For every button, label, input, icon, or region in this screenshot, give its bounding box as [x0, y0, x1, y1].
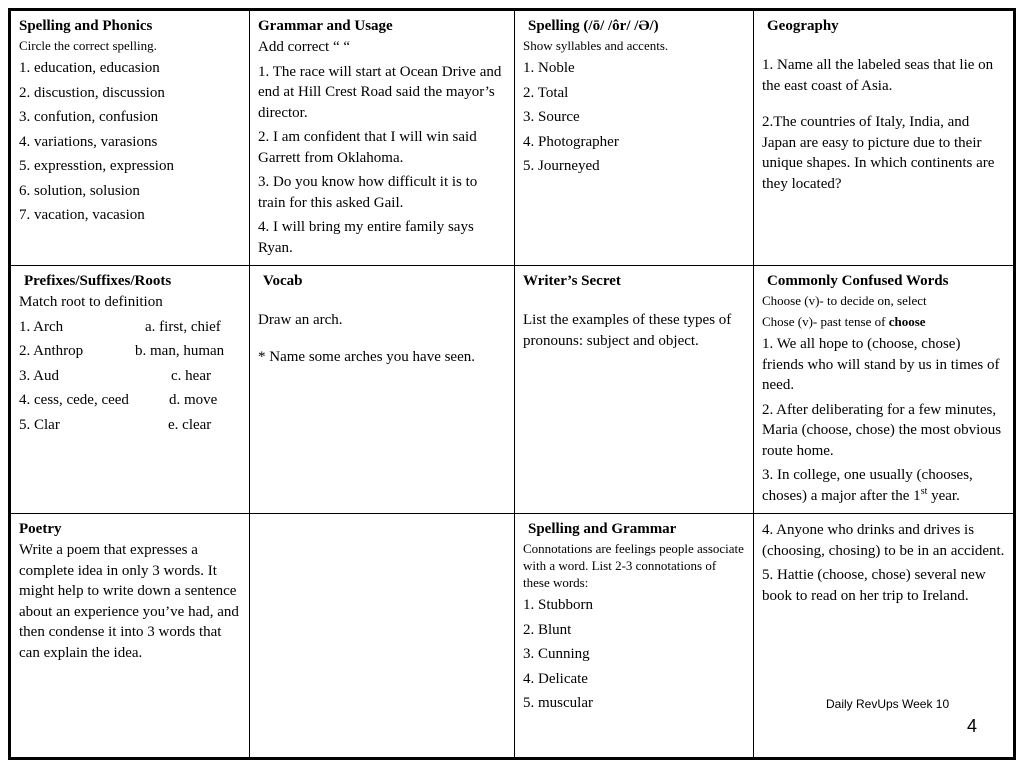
match-row — [19, 317, 241, 338]
cell-instruction: Match root to definition — [19, 294, 163, 310]
list-item: 7. vacation, vacasion — [19, 207, 145, 223]
cell-title: Spelling and Grammar — [528, 521, 677, 537]
item-text: year. — [927, 487, 960, 504]
list-item: 4. I will bring my entire family says Ryan. — [258, 219, 474, 256]
list-item: 1. Noble — [523, 60, 575, 76]
footer-label: Daily RevUps Week 10 — [826, 697, 950, 711]
list-item: 4. Photographer — [523, 133, 619, 150]
list-item: 2. After deliberating for a few minutes, Maria (choose, chose) the most obvious route home. — [762, 401, 1002, 459]
list-item: 2. Blunt — [523, 621, 572, 638]
match-root: 4. cess, cede, ceed — [19, 392, 129, 408]
list-item: 3. confution, confusion — [19, 109, 159, 125]
cell-instruction: Circle the correct spelling. — [19, 38, 157, 53]
cell-spelling-grammar — [515, 514, 754, 757]
page-number: 4 — [967, 716, 978, 736]
cell-instruction: Add correct “ “ — [258, 39, 351, 55]
match-root: 3. Aud — [19, 367, 60, 384]
definition — [762, 313, 1005, 330]
definition-text: Chose (v)- past tense of — [762, 314, 889, 329]
cell-writers-secret — [515, 266, 754, 514]
cell-grammar-usage — [250, 11, 515, 266]
cell-title: Poetry — [19, 521, 62, 537]
cell-spelling-syllables — [515, 11, 754, 266]
cell-poetry — [11, 514, 250, 757]
match-definition: b. man, human — [135, 343, 225, 359]
writers-secret-text: List the examples of these types of pronouns: subject and object. — [523, 312, 732, 349]
cell-instruction: Connotations are feelings people associate with a word. List 2-3 connotations of these words: — [523, 541, 744, 590]
list-item: 3. Cunning — [523, 646, 590, 662]
list-item: 6. solution, solusion — [19, 182, 140, 199]
cell-title: Geography — [767, 18, 839, 34]
cell-geography — [754, 11, 1013, 266]
list-item: 5. expresstion, expression — [19, 158, 174, 174]
list-item: 1. education, educasion — [19, 60, 160, 76]
cell-title: Writer’s Secret — [523, 273, 621, 289]
cell-empty — [250, 514, 515, 757]
vocab-text: * Name some arches you have seen. — [258, 348, 476, 365]
list-item: 4. Delicate — [523, 670, 588, 687]
cell-title: Commonly Confused Words — [767, 273, 949, 289]
match-root: 1. Arch — [19, 318, 64, 335]
match-row — [19, 366, 241, 387]
cell-title: Vocab — [263, 273, 303, 289]
cell-instruction: Show syllables and accents. — [523, 38, 669, 53]
geography-question: 2.The countries of Italy, India, and Japan are easy to picture due to their unique shapes. In which continents are they located? — [762, 114, 995, 192]
definition-bold: choose — [888, 314, 926, 329]
grammar-list — [258, 62, 506, 259]
list-item: 2. Total — [523, 84, 569, 101]
match-row — [19, 415, 241, 436]
cell-vocab — [250, 266, 515, 514]
superscript: st — [920, 485, 928, 497]
confused-list — [762, 334, 1005, 506]
list-item: 2. I am confident that I will win said Garrett from Oklahoma. — [258, 129, 477, 166]
cell-title: Spelling (/ō/ /ôr/ /Ə/) — [528, 18, 659, 34]
cell-confused-words — [754, 266, 1013, 514]
list-item: 1. Stubborn — [523, 597, 594, 613]
cell-prefixes — [11, 266, 250, 514]
item-text: 3. In college, one usually (chooses, choses) a major after the 1 — [762, 467, 973, 504]
spelling-list — [19, 58, 241, 226]
cell-title: Grammar and Usage — [258, 18, 393, 34]
poetry-text: Write a poem that expresses a complete idea in only 3 words. It might help to write down a sentence about an experience you’ve had, and then condense it into 3 words that can explain the idea. — [19, 542, 239, 661]
definition: Choose (v)- to decide on, select — [762, 293, 927, 308]
list-item: 3. Do you know how difficult it is to train for this asked Gail. — [258, 174, 478, 211]
match-definition: c. hear — [171, 367, 211, 384]
list-item: 1. The race will start at Ocean Drive and end at Hill Crest Road said the mayor’s director. — [258, 63, 502, 121]
vocab-text: Draw an arch. — [258, 312, 343, 328]
cell-title: Prefixes/Suffixes/Roots — [24, 273, 172, 289]
match-definition: d. move — [169, 392, 218, 408]
match-list — [19, 317, 241, 436]
list-item: 5. muscular — [523, 695, 593, 711]
revups-table — [8, 8, 1016, 760]
match-root: 5. Clar — [19, 416, 60, 433]
list-item: 4. Anyone who drinks and drives is (choosing, chosing) to be in an accident. — [762, 522, 1005, 559]
match-root: 2. Anthrop — [19, 343, 84, 359]
match-row — [19, 341, 241, 362]
list-item: 3. Source — [523, 109, 580, 125]
match-definition: a. first, chief — [145, 318, 221, 335]
list-item: 2. discustion, discussion — [19, 84, 165, 101]
list-item: 5. Journeyed — [523, 158, 600, 174]
connotation-list — [523, 595, 745, 714]
list-item: 5. Hattie (choose, chose) several new book to read on her trip to Ireland. — [762, 567, 986, 604]
list-item — [762, 465, 1005, 506]
match-row — [19, 390, 241, 411]
match-definition: e. clear — [168, 416, 212, 433]
geography-question: 1. Name all the labeled seas that lie on the east coast of Asia. — [762, 57, 994, 94]
list-item: 1. We all hope to (choose, chose) friends who will stand by us in times of need. — [762, 336, 1000, 393]
confused-list-continued — [762, 520, 1005, 606]
cell-title: Spelling and Phonics — [19, 18, 153, 34]
list-item: 4. variations, varasions — [19, 133, 158, 150]
syllable-list — [523, 58, 745, 177]
cell-spelling-phonics — [11, 11, 250, 266]
